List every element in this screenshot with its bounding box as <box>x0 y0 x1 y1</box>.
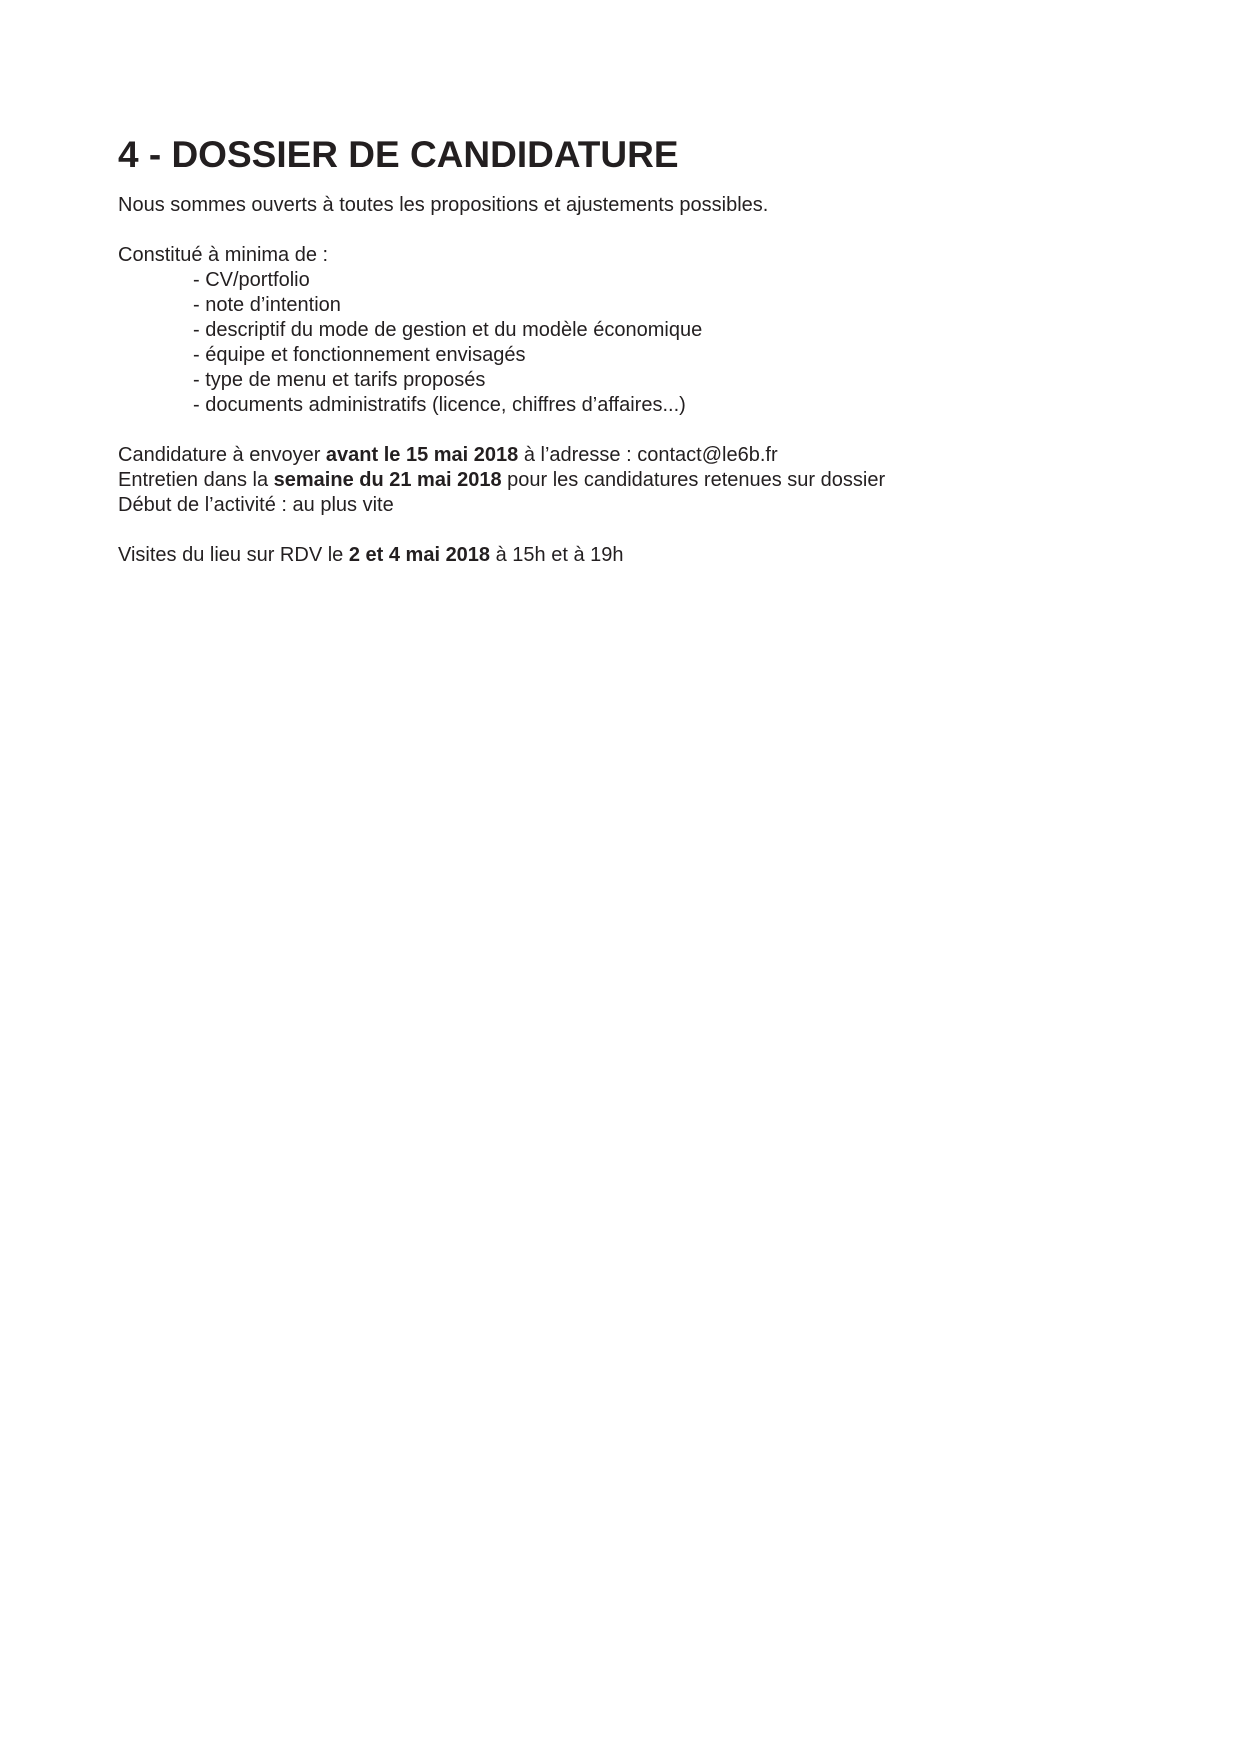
intro-paragraph: Nous sommes ouverts à toutes les propositions et ajustements possibles. <box>118 194 769 216</box>
visites-line <box>118 543 1118 568</box>
visites-suffix: à 15h et à 19h <box>490 544 624 566</box>
visites-prefix: Visites du lieu sur RDV le <box>118 544 349 566</box>
entretien-prefix: Entretien dans la <box>118 469 274 491</box>
required-documents-list <box>118 268 1118 418</box>
list-item: - équipe et fonctionnement envisagés <box>193 344 526 366</box>
list-item: - CV/portfolio <box>193 269 310 291</box>
candidature-suffix: à l’adresse : contact@le6b.fr <box>518 444 778 466</box>
entretien-week: semaine du 21 mai 2018 <box>273 469 502 491</box>
debut-line: Début de l’activité : au plus vite <box>118 494 394 516</box>
candidature-line <box>118 443 1118 468</box>
candidature-deadline: avant le 15 mai 2018 <box>325 444 519 466</box>
list-item: - note d’intention <box>193 294 341 316</box>
list-item: - descriptif du mode de gestion et du modèle économique <box>193 319 703 341</box>
visites-dates: 2 et 4 mai 2018 <box>348 544 491 566</box>
entretien-line <box>118 468 1118 493</box>
section-heading: 4 - DOSSIER DE CANDIDATURE <box>118 134 679 175</box>
list-intro: Constitué à minima de : <box>118 244 329 266</box>
candidature-prefix: Candidature à envoyer <box>118 444 326 466</box>
list-item: - documents administratifs (licence, chiffres d’affaires...) <box>193 394 686 416</box>
entretien-suffix: pour les candidatures retenues sur dossier <box>501 469 886 491</box>
list-item: - type de menu et tarifs proposés <box>193 369 486 391</box>
document-content <box>118 127 1118 568</box>
